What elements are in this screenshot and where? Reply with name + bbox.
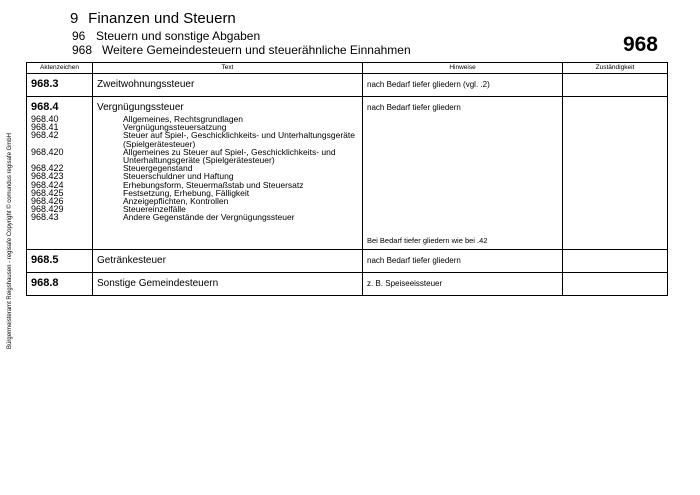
subtext: Allgemeines zu Steuer auf Spiel-, Geschicklichkeits- und Unterhaltungsgeräte (Spielgerätesteuer): [123, 146, 336, 166]
row-hint: nach Bedarf tiefer gliedern: [363, 250, 563, 273]
subcode: 968.426: [31, 196, 64, 207]
subcode: 968.423: [31, 171, 64, 182]
subcode-list: [27, 113, 92, 222]
row-hint: nach Bedarf tiefer gliedern (vgl. .2): [363, 74, 563, 97]
table-header-row: [27, 63, 668, 74]
row-hint: nach Bedarf tiefer gliedern Bei Bedarf tiefer gliedern wie bei .42: [363, 97, 563, 250]
page-number: 968: [622, 33, 658, 56]
subtext: Vergnügungssteuersatzung: [123, 122, 227, 133]
row-code: 968.8: [27, 273, 93, 296]
subcode: 968.42: [31, 130, 59, 141]
subtext: Festsetzung, Erhebung, Fälligkeit: [123, 187, 250, 198]
subcode: 968.425: [31, 187, 64, 198]
row-hint: z. B. Speiseeissteuer: [363, 273, 563, 296]
subtext: Steuerschuldner und Haftung: [123, 171, 234, 182]
row-text: Vergnügungssteuer Allgemeines, Rechtsgrundlagen Vergnügungssteuersatzung Steuer auf Spiel-, Geschicklichkeits- und Unterhaltungsgeräte (Spielgerätesteuer) Allgemeines zu Steuer auf Spiel-, Geschicklichkeits- und Unterhaltungsgeräte (Spielgerätesteuer) Steuergegenstand Steuerschuldner und Haftung Erhebungsform, Steuermaßstab und Steuersatz Festsetzung, Erhebung, Fälligkeit Anzeigepflichten, Kontrollen Steuereinzelfälle Andere Gegenstände der Vergnügungssteuer: [93, 97, 363, 250]
row-responsibility: [563, 97, 668, 250]
subcode: 968.41: [31, 122, 59, 133]
row-text: Sonstige Gemeindesteuern: [93, 273, 363, 296]
subcode: 968.429: [31, 204, 64, 215]
row-text: Zweitwohnungssteuer: [93, 74, 363, 97]
subcode: 968.43: [31, 212, 59, 223]
file-plan-table: [26, 62, 668, 296]
column-header-aktenzeichen: Aktenzeichen: [27, 63, 93, 74]
heading-level-2: 96 Steuern und sonstige Abgaben: [72, 29, 261, 43]
subtext: Andere Gegenstände der Vergnügungssteuer: [123, 212, 295, 223]
subtext: Anzeigepflichten, Kontrollen: [123, 196, 229, 207]
table-row: [27, 97, 668, 250]
side-copyright: Bürgermeisteramt Reigshausen - regisafe Copyright © comundus regisafe GmbH: [7, 133, 13, 349]
subcode: 968.422: [31, 163, 64, 174]
row-responsibility: [563, 74, 668, 97]
row-responsibility: [563, 250, 668, 273]
subhint: Bei Bedarf tiefer gliedern wie bei .42: [367, 236, 488, 245]
row-code: 968.4 968.40 968.41 968.42 968.420 968.422 968.423 968.424 968.425 968.426 968.429 968.43: [27, 97, 93, 250]
column-header-zustaendigkeit: Zuständigkeit: [563, 63, 668, 74]
subtext: Steuereinzelfälle: [123, 204, 186, 215]
subtext: Steuer auf Spiel-, Geschicklichkeits- und Unterhaltungsgeräte (Spielgerätesteuer): [123, 130, 355, 149]
row-text: Getränkesteuer: [93, 250, 363, 273]
subcode: 968.424: [31, 179, 64, 190]
heading-level-3: 968 Weitere Gemeindesteuern und steuerähnliche Einnahmen: [72, 43, 411, 57]
subcode: 968.420: [31, 146, 64, 157]
column-header-hinweise: Hinweise: [363, 63, 563, 74]
heading-level-1: 9 Finanzen und Steuern: [70, 10, 236, 27]
column-header-text: Text: [93, 63, 363, 74]
subtext: Erhebungsform, Steuermaßstab und Steuersatz: [123, 179, 304, 190]
table-row: [27, 273, 668, 296]
row-code: 968.3: [27, 74, 93, 97]
row-code: 968.5: [27, 250, 93, 273]
subtext-list: [93, 113, 362, 222]
subtext: Allgemeines, Rechtsgrundlagen: [123, 114, 244, 124]
table-row: [27, 250, 668, 273]
subcode: 968.40: [31, 114, 59, 124]
row-responsibility: [563, 273, 668, 296]
table-row: [27, 74, 668, 97]
subtext: Steuergegenstand: [123, 163, 193, 174]
